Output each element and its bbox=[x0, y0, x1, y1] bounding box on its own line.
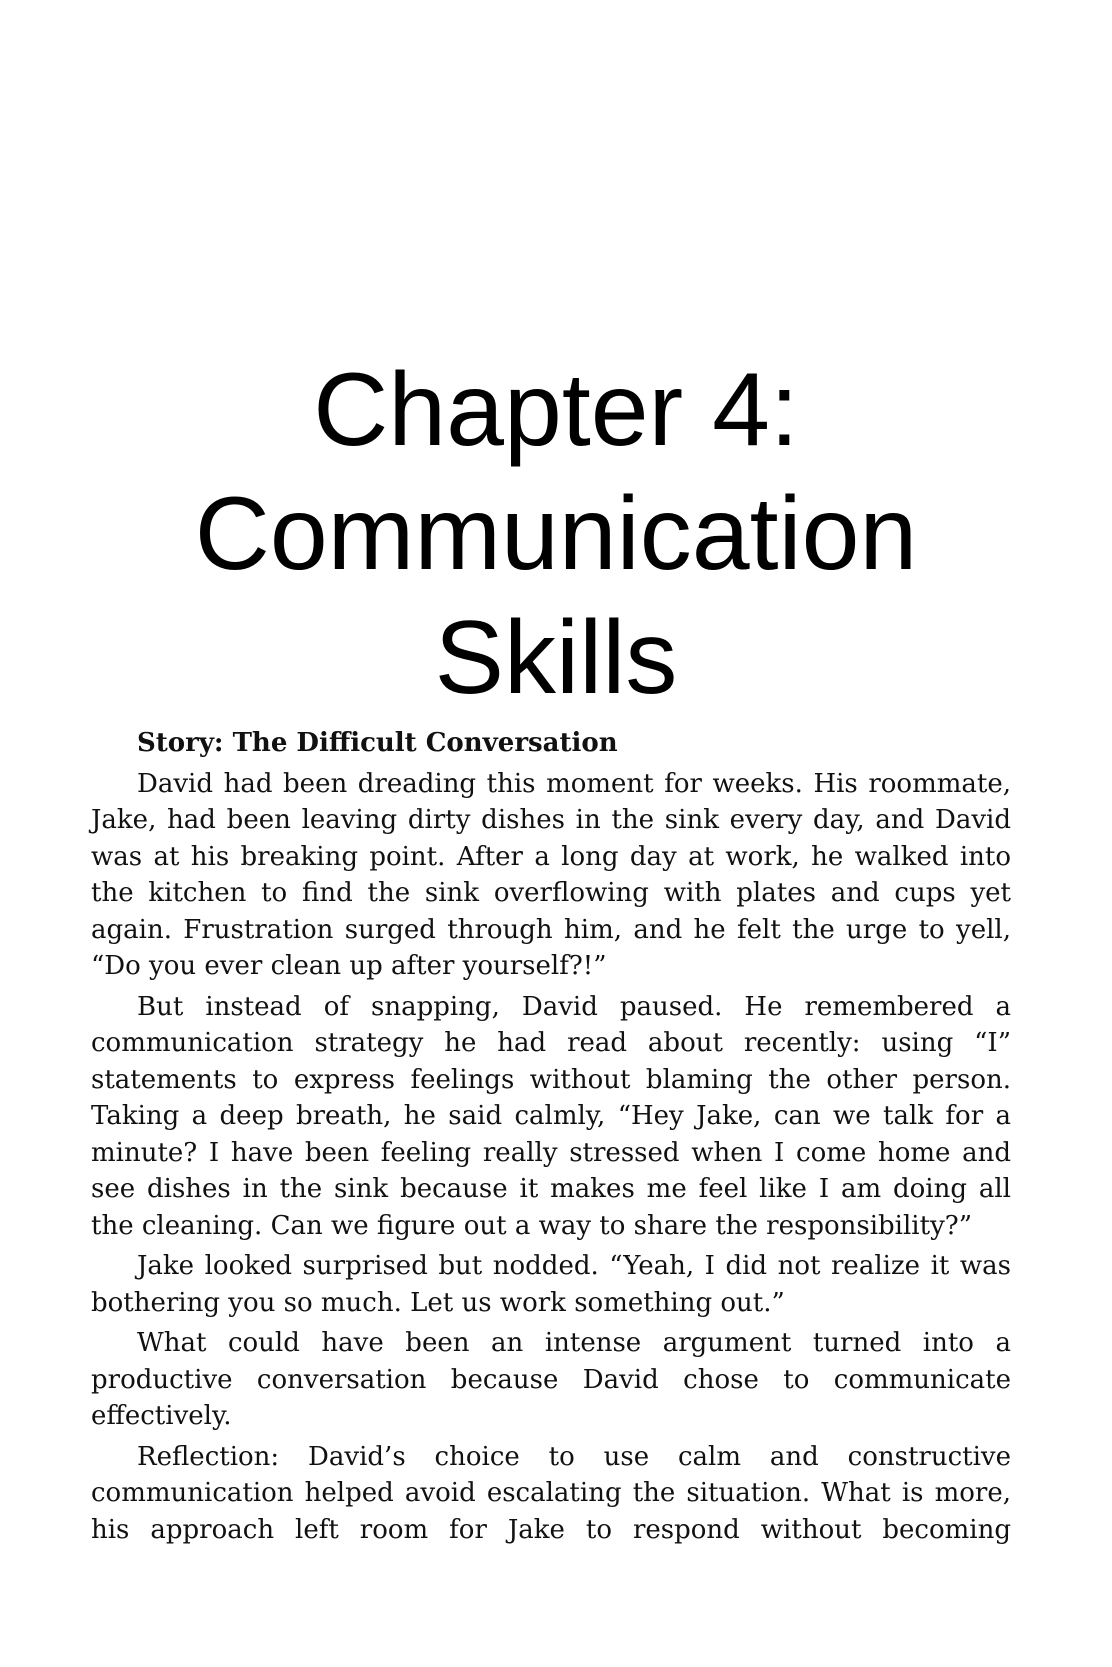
reflection-paragraph: Reflection: David’s choice to use calm and constructive communication helped avoid escalating the situation. What is more, his approach left room for Jake to respond without becoming bbox=[91, 1441, 1011, 1545]
story-paragraph-4: What could have been an intense argument turned into a productive conversation because David chose to communicate effectively. bbox=[91, 1328, 1011, 1431]
story-paragraph-1: David had been dreading this moment for weeks. His roommate, Jake, had been leaving dirty dishes in the sink every day, and David was at his breaking point. After a long day at work, he walked into the kitchen to find the sink overflowing with plates and cups yet again. Frustration surged through him, and he felt the urge to yell, “Do you ever clean up after yourself?!” bbox=[91, 768, 1011, 981]
chapter-title-line-1: Chapter 4: bbox=[313, 352, 799, 468]
story-paragraph-2: But instead of snapping, David paused. He remembered a communication strategy he had read about recently: using “I” statements to express feelings without blaming the other person. Taking a deep breath, he said calmly, “Hey Jake, can we talk for a minute? I have been feeling really stressed when I come home and see dishes in the sink because it makes me feel like I am doing all the cleaning. Can we figure out a way to share the responsibility?” bbox=[91, 991, 1011, 1241]
chapter-title-line-2: Communication bbox=[194, 476, 918, 592]
story-paragraph-3: Jake looked surprised but nodded. “Yeah, I did not realize it was bothering you so much. Let us work something out.” bbox=[91, 1251, 1011, 1318]
chapter-body bbox=[91, 725, 1011, 1552]
chapter-title-line-3: Skills bbox=[434, 600, 678, 716]
chapter-title bbox=[0, 348, 1112, 720]
story-heading: Story: The Difficult Conversation bbox=[137, 728, 618, 758]
